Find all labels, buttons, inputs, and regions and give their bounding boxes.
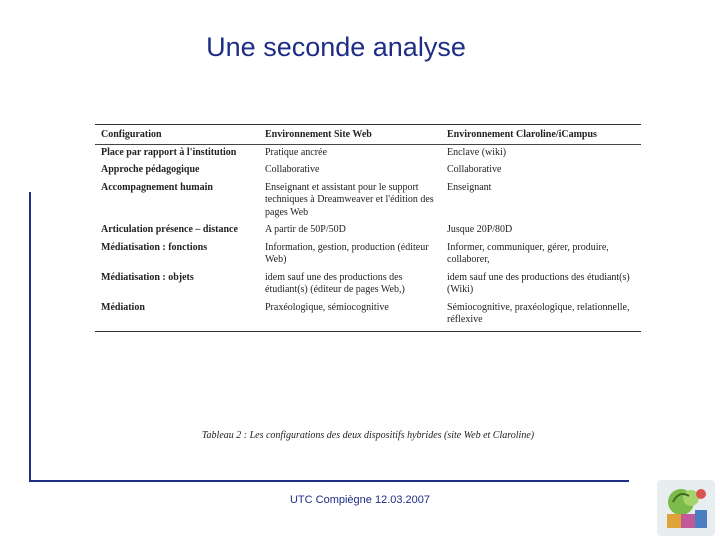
cell-claroline: Enseignant [447,181,492,193]
slide-footer: UTC Compiègne 12.03.2007 [289,494,431,506]
row-label: Médiation [95,300,259,332]
header-site-web: Environnement Site Web [259,125,441,145]
slide-title: Une seconde analyse [206,32,466,62]
row-label: Articulation présence – distance [101,224,238,235]
configuration-table [95,124,641,332]
header-claroline: Environnement Claroline/iCampus [441,125,641,145]
cell-site-web: idem sauf une des productions des étudiant(s) (éditeur de pages Web,) [265,271,405,295]
row-label: Médiatisation : fonctions [101,241,208,253]
cell-site-web: A partir de 50P/50D [265,224,346,235]
table-row [95,240,641,270]
table-row [95,144,641,162]
frame-bottom-rule [29,480,629,482]
cell-claroline: Jusque 20P/80D [447,224,513,235]
cell-site-web: Praxéologique, sémiocognitive [259,300,441,332]
cell-claroline: Enclave (wiki) [447,146,507,158]
table-header-row [95,125,641,145]
row-label: Médiatisation : objets [101,271,194,283]
cell-claroline: Informer, communiquer, gérer, produire, collaborer, [447,241,609,265]
table-row [95,270,641,300]
table-row [95,300,641,332]
logo-icon [657,480,715,536]
row-label: Accompagnement humain [101,181,213,193]
frame-left-rule [29,192,31,482]
cell-site-web: Collaborative [265,164,320,175]
cell-site-web: Information, gestion, production (éditeur Web) [265,241,429,265]
cell-site-web: Enseignant et assistant pour le support techniques à Dreamweaver et l'édition des pages Web [265,181,434,218]
cell-claroline: idem sauf une des productions des étudiant(s) (Wiki) [447,271,630,295]
cell-claroline: Sémiocognitive, praxéologique, relationnelle, réflexive [441,300,641,332]
table-row [95,162,641,180]
table-row [95,180,641,223]
cell-site-web: Pratique ancrée [265,146,327,158]
row-label: Approche pédagogique [101,164,200,175]
table-caption: Tableau 2 : Les configurations des deux dispositifs hybrides (site Web et Claroline) [201,430,535,441]
row-label: Place par rapport à l'institution [101,146,237,158]
cell-claroline: Collaborative [447,164,502,175]
header-configuration: Configuration [95,125,259,145]
table-row [95,222,641,240]
